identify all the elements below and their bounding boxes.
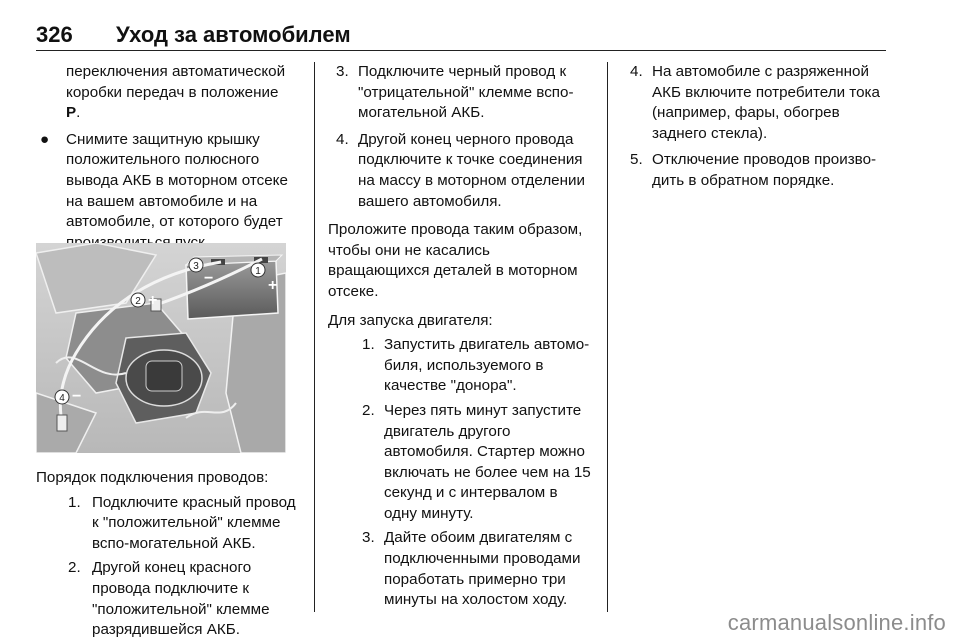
- engine-bay-drawing: [36, 243, 286, 453]
- list-item: 3. Дайте обоим двигателям с подключенными проводами поработать примерно три минуты на холостом ходу.: [362, 529, 581, 609]
- page-number: 326: [36, 22, 73, 47]
- start-heading: Для запуска двигателя:: [328, 311, 493, 329]
- callout-1: 1: [255, 266, 261, 277]
- list-item: 2. Другой конец красного провода подключите к "положительной" клемме разрядившейся АКБ.: [68, 559, 270, 639]
- gear-position-p: P: [66, 104, 77, 122]
- bullet-item: [36, 130, 304, 254]
- battery-plus-mark: +: [268, 277, 278, 294]
- battery-minus-mark: −: [204, 270, 214, 287]
- callout-2: 2: [135, 296, 141, 307]
- continued-line-2: коробки передач в положение: [66, 83, 279, 101]
- header-rule: [36, 50, 886, 51]
- continued-text: [36, 62, 304, 124]
- page-header: [36, 22, 886, 50]
- column-3: [622, 62, 888, 192]
- discharged-plus-mark: +: [148, 292, 158, 309]
- footer-watermark: carmanualsonline.info: [727, 610, 946, 635]
- bullet-icon: ●: [40, 130, 50, 148]
- column-1: [36, 62, 304, 253]
- ground-minus-mark: −: [72, 388, 82, 405]
- column-divider-1: [314, 62, 315, 612]
- column-2: [328, 62, 594, 611]
- callout-4: 4: [59, 393, 65, 404]
- list-item: 5. Отключение проводов произво-дить в обратном порядке.: [630, 151, 877, 189]
- list-item: 4. На автомобиле с разряженной АКБ включите потребители тока (например, фары, обогрев заднего стекла).: [630, 63, 880, 142]
- column-divider-2: [607, 62, 608, 612]
- connection-order: [36, 468, 304, 641]
- callout-3: 3: [193, 261, 199, 272]
- list-item: 3. Подключите черный провод к "отрицательной" клемме вспо-могательной АКБ.: [336, 63, 574, 122]
- routing-text: Проложите провода таким образом, чтобы они не касались вращающихся деталей в моторном отсеке.: [328, 221, 583, 300]
- continued-line-1: переключения автоматической: [66, 63, 286, 80]
- list-item: 1. Запустить двигатель автомо-биля, используемого в качестве "донора".: [362, 336, 590, 395]
- list-item: 2. Через пять минут запустите двигатель другого автомобиля. Стартер можно включать не более чем на 15 секунд и с интервалом в одну минуту.: [362, 401, 591, 522]
- bullet-text: Снимите защитную крышку положительного полюсного вывода АКБ в моторном отсеке на вашем автомобиле и на автомобиле, от которого будет: [66, 130, 288, 231]
- continued-end: .: [76, 104, 81, 122]
- section-title: Уход за автомобилем: [116, 22, 351, 47]
- connection-heading: Порядок подключения проводов:: [36, 469, 269, 486]
- list-item: 4. Другой конец черного провода подключите к точке соединения на массу в моторном отделении вашего автомобиля.: [336, 130, 585, 210]
- battery-jump-start-illustration: [36, 243, 286, 453]
- list-item: 1. Подключите красный провод к "положительной" клемме вспо-могательной АКБ.: [68, 493, 296, 552]
